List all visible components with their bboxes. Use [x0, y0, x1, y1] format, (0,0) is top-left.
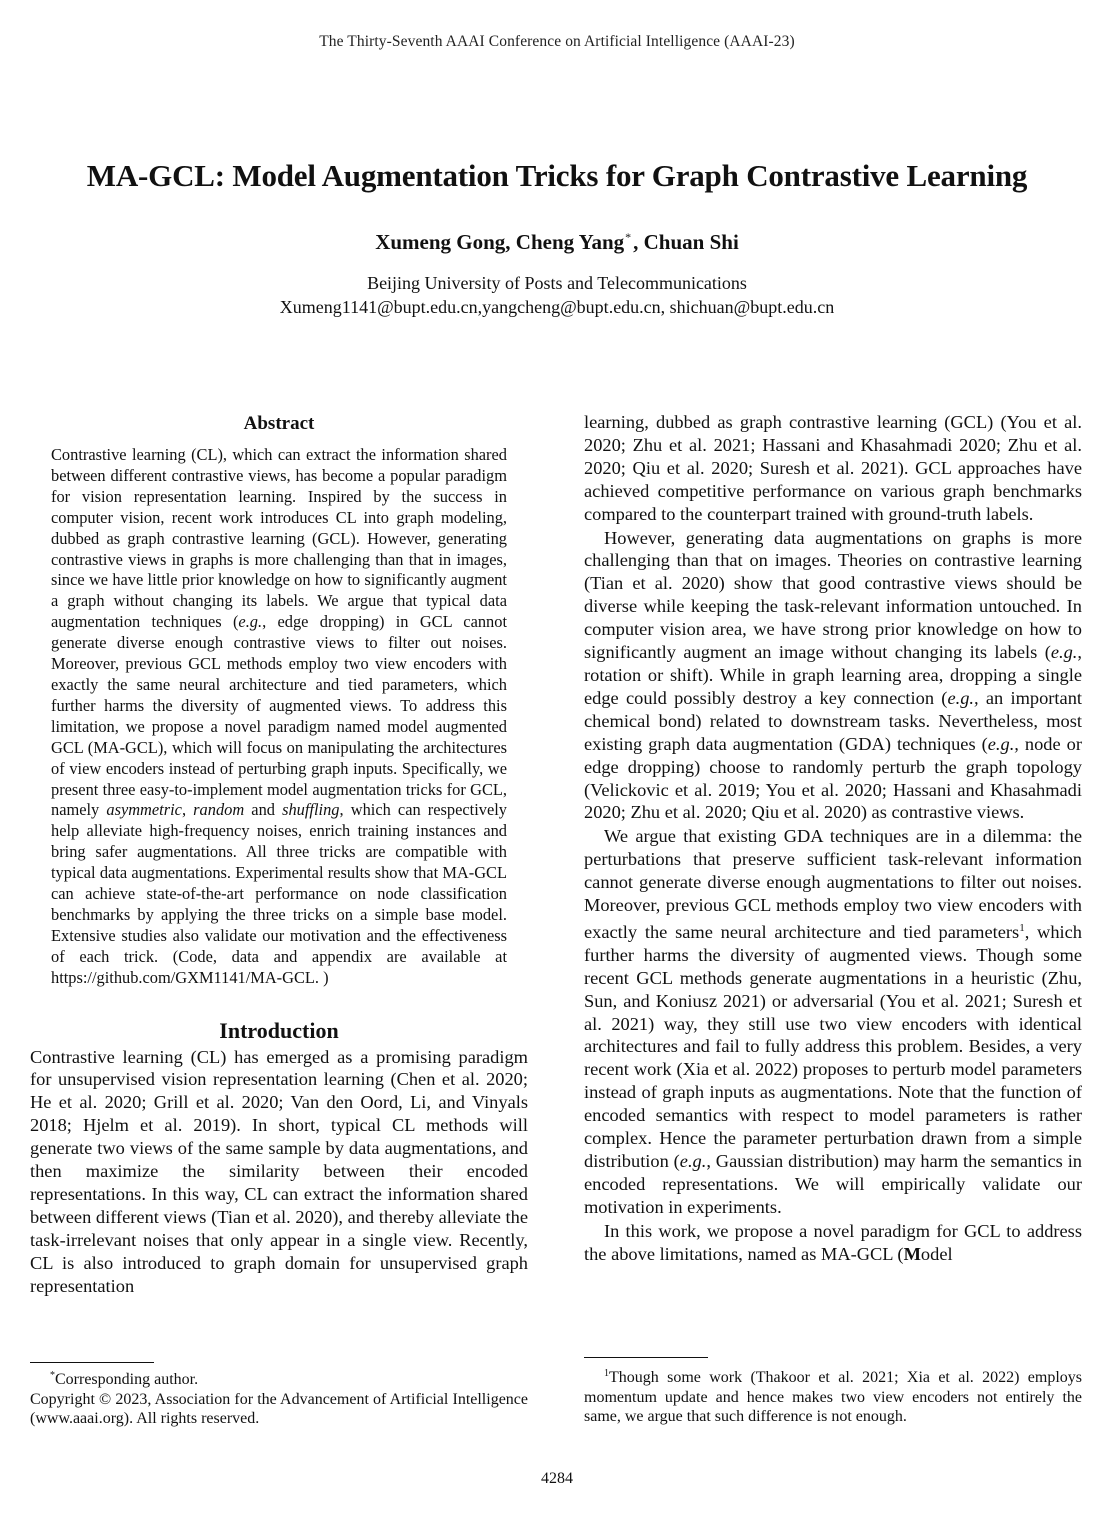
intro-paragraph-1: Contrastive learning (CL) has emerged as a promising paradigm for unsupervised vision representation learning (Chen et al. 2020; He et al. 2020; Grill et al. 2020; Van den Oord, Li, and Vinyals 2018; Hjelm et al. 2019). In short, typical CL methods will generate two views of the same sample by data augmentations, and then maximize the similarity between their encoded representations. In this way, CL can extract the information shared between different views (Tian et al. 2020), and thereby alleviate the task-irrelevant noises that only appear in a single view. Recently, CL is also introduced to graph domain for unsupervised graph representation [30, 1046, 528, 1296]
abstract-body [51, 445, 507, 989]
intro-paragraph-5 [584, 1220, 1082, 1266]
abstract-sep-2: and [244, 800, 283, 820]
copyright-notice: Copyright © 2023, Association for the Advancement of Artificial Intelligence (www.aaai.org). All rights reserved. [30, 1390, 528, 1427]
trick-random: random [193, 800, 245, 820]
corresponding-footnote-mark: * [50, 1370, 55, 1381]
trick-asymmetric: asymmetric [106, 800, 182, 820]
left-column [30, 411, 528, 1298]
intro-paragraph-2: learning, dubbed as graph contrastive learning (GCL) (You et al. 2020; Zhu et al. 2021; Hassani and Khasahmadi 2020; Zhu et al. 2020; Qiu et al. 2020; Suresh et al. 2021). GCL approaches have achieved competitive performance on various graph benchmarks compared to the counterpart trained with ground-truth labels. [584, 412, 1082, 524]
abstract-heading: Abstract [243, 413, 315, 434]
p3-text-d: node or edge dropping) choose to randomly perturb the graph topology (Velickovic et al. 2019; You et al. 2020; Hassani and Khasahmadi 2020; Zhu et al. 2020; Qiu et al. 2020) as contrastive views. [584, 733, 1082, 823]
footnote-right [584, 1364, 1082, 1427]
corresponding-mark: * [625, 230, 632, 244]
abstract-eg: e.g. [238, 612, 263, 632]
footnote-left [30, 1366, 528, 1429]
abstract-sep-1: , [181, 800, 194, 820]
author-list [0, 230, 1114, 255]
p5-text-b: odel [920, 1243, 953, 1264]
author-names-2: , Chuan Shi [633, 230, 739, 254]
footnote-rule-right [584, 1357, 708, 1358]
p4-text-a: We argue that existing GDA techniques are in a dilemma: the perturbations that preserve sufficient task-relevant information cannot generate diverse enough augmentations to filter out noises. Moreover, previous GCL methods employ two view encoders with exactly the same neural architecture and tied parameters [584, 826, 1082, 942]
abstract-text-2: , edge dropping) in GCL cannot generate diverse enough contrastive views to filter out noises. Moreover, previous GCL methods employ two view encoders with exactly the same neural architecture and tied parameters, which further harms the diversity of augmented views. To address this limitation, we propose a novel paradigm named model augmented GCL (MA-GCL), which will focus on manipulating the architectures of view encoders instead of perturbing graph inputs. Specifically, we present three easy-to-implement model augmentation tricks for GCL, namely [51, 612, 508, 820]
p5-bold-m: M [903, 1243, 921, 1264]
footnote-rule-left [30, 1362, 154, 1363]
right-column [584, 411, 1082, 1266]
p3-text-c: an important chemical bond) related to downstream tasks. Nevertheless, most existing graph data augmentation (GDA) techniques ( [584, 687, 1082, 754]
corresponding-footnote [30, 1366, 528, 1390]
p5-text-a: In this work, we propose a novel paradigm for GCL to address the above limitations, named as MA-GCL ( [584, 1220, 1082, 1264]
intro-paragraph-3 [584, 527, 1082, 825]
p4-text-c: , Gaussian distribution) may harm the semantics in encoded representations. We will empirically validate our motivation in experiments. [584, 1151, 1082, 1217]
running-header: The Thirty-Seventh AAAI Conference on Artificial Intelligence (AAAI-23) [319, 33, 795, 50]
paper-title: MA-GCL: Model Augmentation Tricks for Graph Contrastive Learning [86, 158, 1028, 193]
affiliation-block [0, 271, 1114, 319]
page-number: 4284 [541, 1470, 573, 1487]
footnote-1-text: Though some work (Thakoor et al. 2021; Xia et al. 2022) employs momentum update and hence makes two view encoders not entirely the same, we argue that such difference is not enough. [584, 1369, 1082, 1425]
footnote-1-mark: 1 [604, 1368, 609, 1379]
author-names-1: Xumeng Gong, Cheng Yang [375, 230, 625, 254]
p3-text-b: , rotation or shift). While in graph learning area, dropping a single edge could possibly destroy a key connection ( [584, 642, 1082, 708]
abstract-text-1: Contrastive learning (CL), which can extract the information shared between different contrastive views, has become a popular paradigm for vision representation learning. Inspired by the success in computer vision, recent work introduces CL into graph modeling, dubbed as graph contrastive learning (GCL). However, generating contrastive views in graphs is more challenging than that in images, since we have little prior knowledge on how to significantly augment a graph without changing its labels. We argue that typical data augmentation techniques ( [51, 445, 507, 632]
p3-text-a: However, generating data augmentations on graphs is more challenging than that on images. Theories on contrastive learning (Tian et al. 2020) show that good contrastive views should be diverse while keeping the task-relevant information untouched. In computer vision area, we have strong prior knowledge on how to significantly augment an image without changing its labels ( [584, 527, 1082, 663]
p4-text-b: , which further harms the diversity of augmented views. Though some recent GCL methods generate augmentations in a heuristic (Zhu, Sun, and Koniusz 2021) or adversarial (You et al. 2021; Suresh et al. 2021) way, they still use two view encoders with identical architectures and fail to fully address this problem. Besides, a very recent work (Xia et al. 2022) proposes to perturb model parameters instead of graph inputs as augmentations. Note that the function of encoded semantics with respect to model parameters is rather complex. Hence the parameter perturbation drawn from a simple distribution ( [584, 921, 1083, 1171]
p3-eg-2: e.g., [947, 687, 979, 708]
p4-eg: e.g. [679, 1151, 707, 1171]
p3-eg-3: e.g., [987, 733, 1019, 754]
corresponding-footnote-text: Corresponding author. [55, 1371, 199, 1388]
intro-paragraph-4 [584, 825, 1082, 1218]
introduction-heading: Introduction [219, 1017, 339, 1043]
p3-eg-1: e.g. [1050, 642, 1078, 663]
trick-shuffling: shuffling [282, 800, 340, 820]
affiliation: Beijing University of Posts and Telecommunications [367, 273, 747, 293]
abstract-text-3: , which can respectively help alleviate high-frequency noises, enrich training instances and bring safer augmentations. All three tricks are compatible with typical data augmentations. Experimental results show that MA-GCL can achieve state-of-the-art performance on node classification benchmarks by applying the three tricks on a simple base model. Extensive studies also validate our motivation and the effectiveness of each trick. (Code, data and appendix are available at https://github.com/GXM1141/MA-GCL. ) [51, 800, 507, 987]
footnote-ref-1[interactable]: 1 [1019, 921, 1025, 934]
author-emails: Xumeng1141@bupt.edu.cn,yangcheng@bupt.edu.cn, shichuan@bupt.edu.cn [279, 297, 835, 317]
